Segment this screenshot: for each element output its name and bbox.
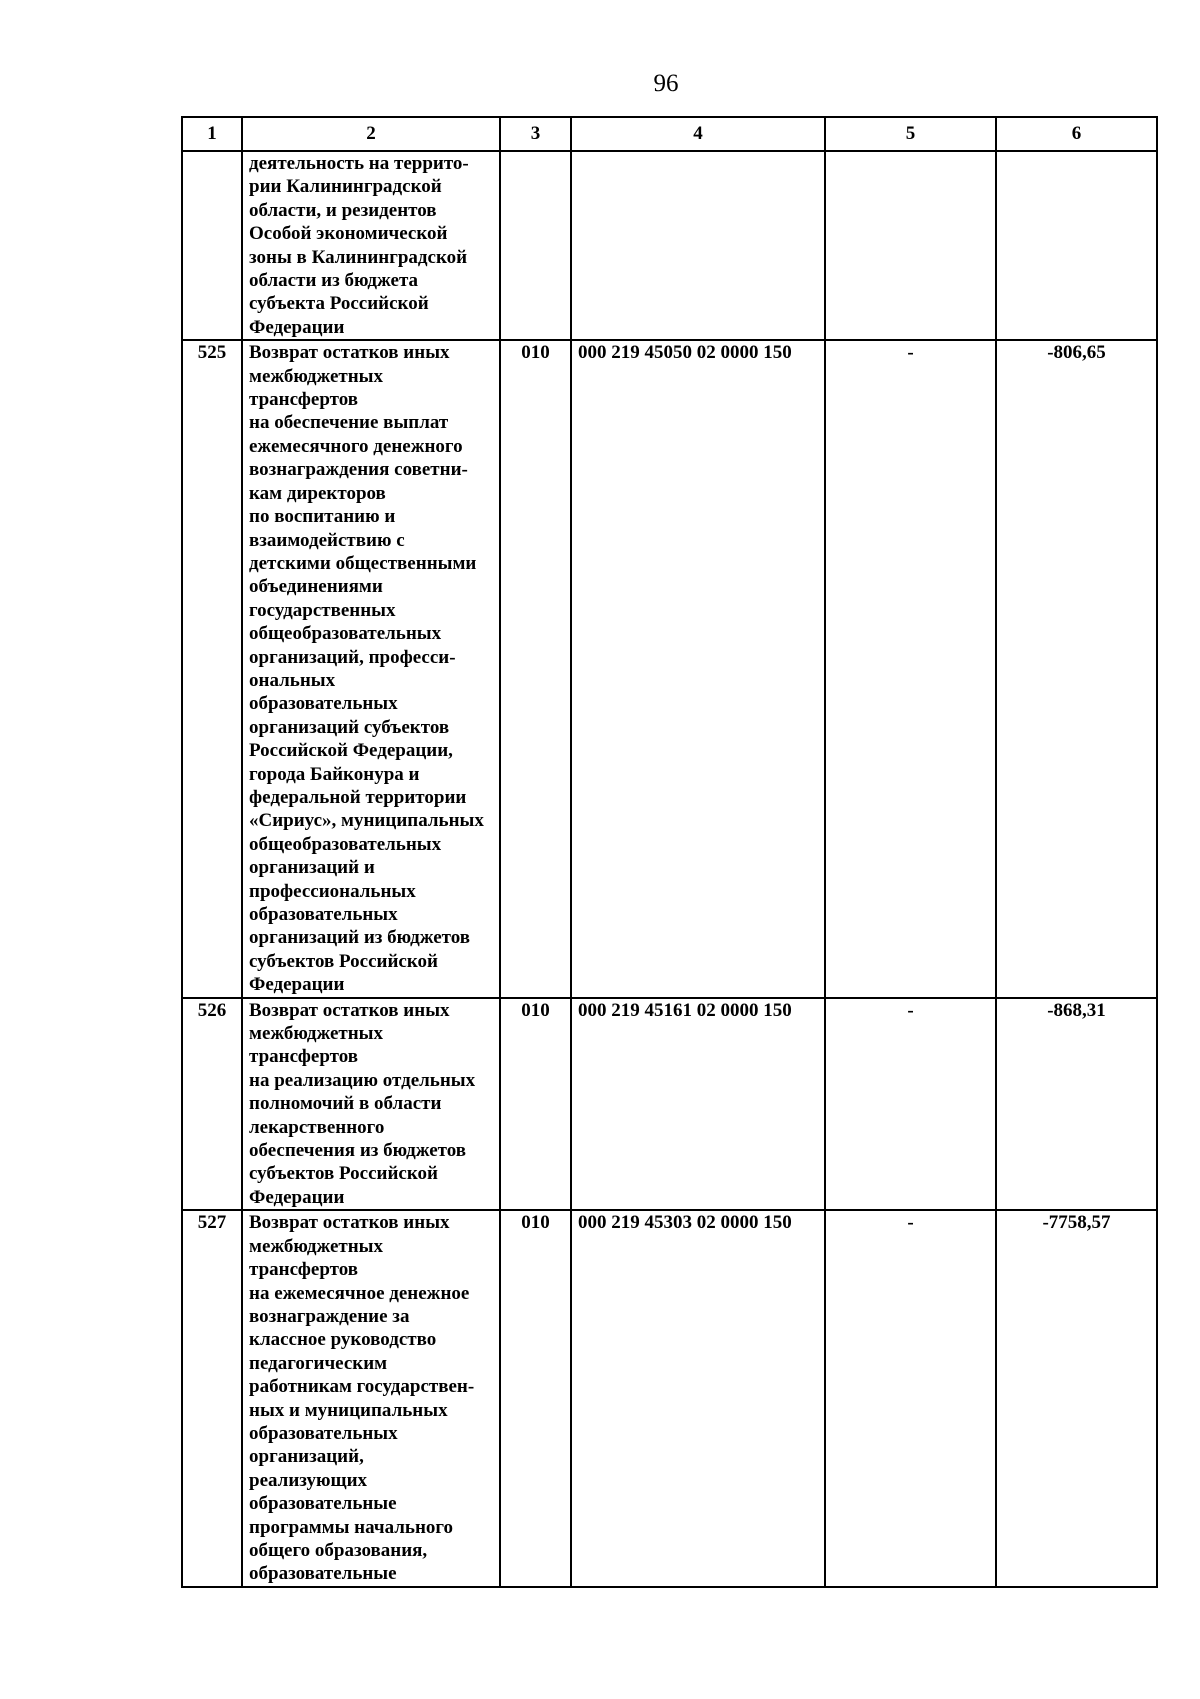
row-value-5: - xyxy=(825,998,996,1211)
row-kbk: 000 219 45050 02 0000 150 xyxy=(571,340,825,997)
row-code: 010 xyxy=(500,1210,571,1587)
row-code xyxy=(500,151,571,340)
row-number: 527 xyxy=(182,1210,242,1587)
row-value-5 xyxy=(825,151,996,340)
page-number: 96 xyxy=(653,70,679,97)
row-name xyxy=(242,340,500,997)
row-value-6: -7758,57 xyxy=(996,1210,1157,1587)
row-code: 010 xyxy=(500,998,571,1211)
column-header-3: 3 xyxy=(500,117,571,151)
budget-table xyxy=(181,116,1158,1588)
table-row xyxy=(182,998,1157,1211)
table-row xyxy=(182,1210,1157,1587)
row-kbk: 000 219 45303 02 0000 150 xyxy=(571,1210,825,1587)
column-header-2: 2 xyxy=(242,117,500,151)
row-name-text: Возврат остатков иных межбюджетных трансфертов на ежемесячное денежное вознаграждение за классное руководство педагогическим работникам государствен- ных и муниципальных образовательных организаций, реализующих образовательные программы начального общего образования, образовательные xyxy=(249,1212,475,1585)
table-row xyxy=(182,340,1157,997)
column-header-6: 6 xyxy=(996,117,1157,151)
row-name-text: Возврат остатков иных межбюджетных трансфертов на реализацию отдельных полномочий в области лекарственного обеспечения из бюджетов субъектов Российской Федерации xyxy=(249,999,476,1208)
row-name xyxy=(242,1210,500,1587)
column-header-4: 4 xyxy=(571,117,825,151)
row-name xyxy=(242,998,500,1211)
row-value-5: - xyxy=(825,340,996,997)
column-header-1: 1 xyxy=(182,117,242,151)
table-row xyxy=(182,151,1157,340)
row-value-5: - xyxy=(825,1210,996,1587)
row-name-text: деятельность на террито- рии Калининградской области, и резидентов Особой экономической зоны в Калининградской области из бюджета субъекта Российской Федерации xyxy=(249,153,469,338)
row-value-6: -868,31 xyxy=(996,998,1157,1211)
table-header-row xyxy=(182,117,1157,151)
column-header-5: 5 xyxy=(825,117,996,151)
row-value-6 xyxy=(996,151,1157,340)
row-code: 010 xyxy=(500,340,571,997)
row-number: 526 xyxy=(182,998,242,1211)
row-number: 525 xyxy=(182,340,242,997)
row-name xyxy=(242,151,500,340)
row-number xyxy=(182,151,242,340)
row-name-text: Возврат остатков иных межбюджетных трансфертов на обеспечение выплат ежемесячного денежного вознаграждения советни- кам директоров по воспитанию и взаимодействию с детскими общественными объединениями государственных общеобразовательных организаций, професси- ональных образовательных организаций субъектов Российской Федерации, города Байконура и федеральной территории «Сириус», муниципальных общеобразовательных организаций и профессиональных образовательных организаций из бюджетов субъектов Российской Федерации xyxy=(249,342,484,996)
row-kbk: 000 219 45161 02 0000 150 xyxy=(571,998,825,1211)
row-value-6: -806,65 xyxy=(996,340,1157,997)
row-kbk xyxy=(571,151,825,340)
